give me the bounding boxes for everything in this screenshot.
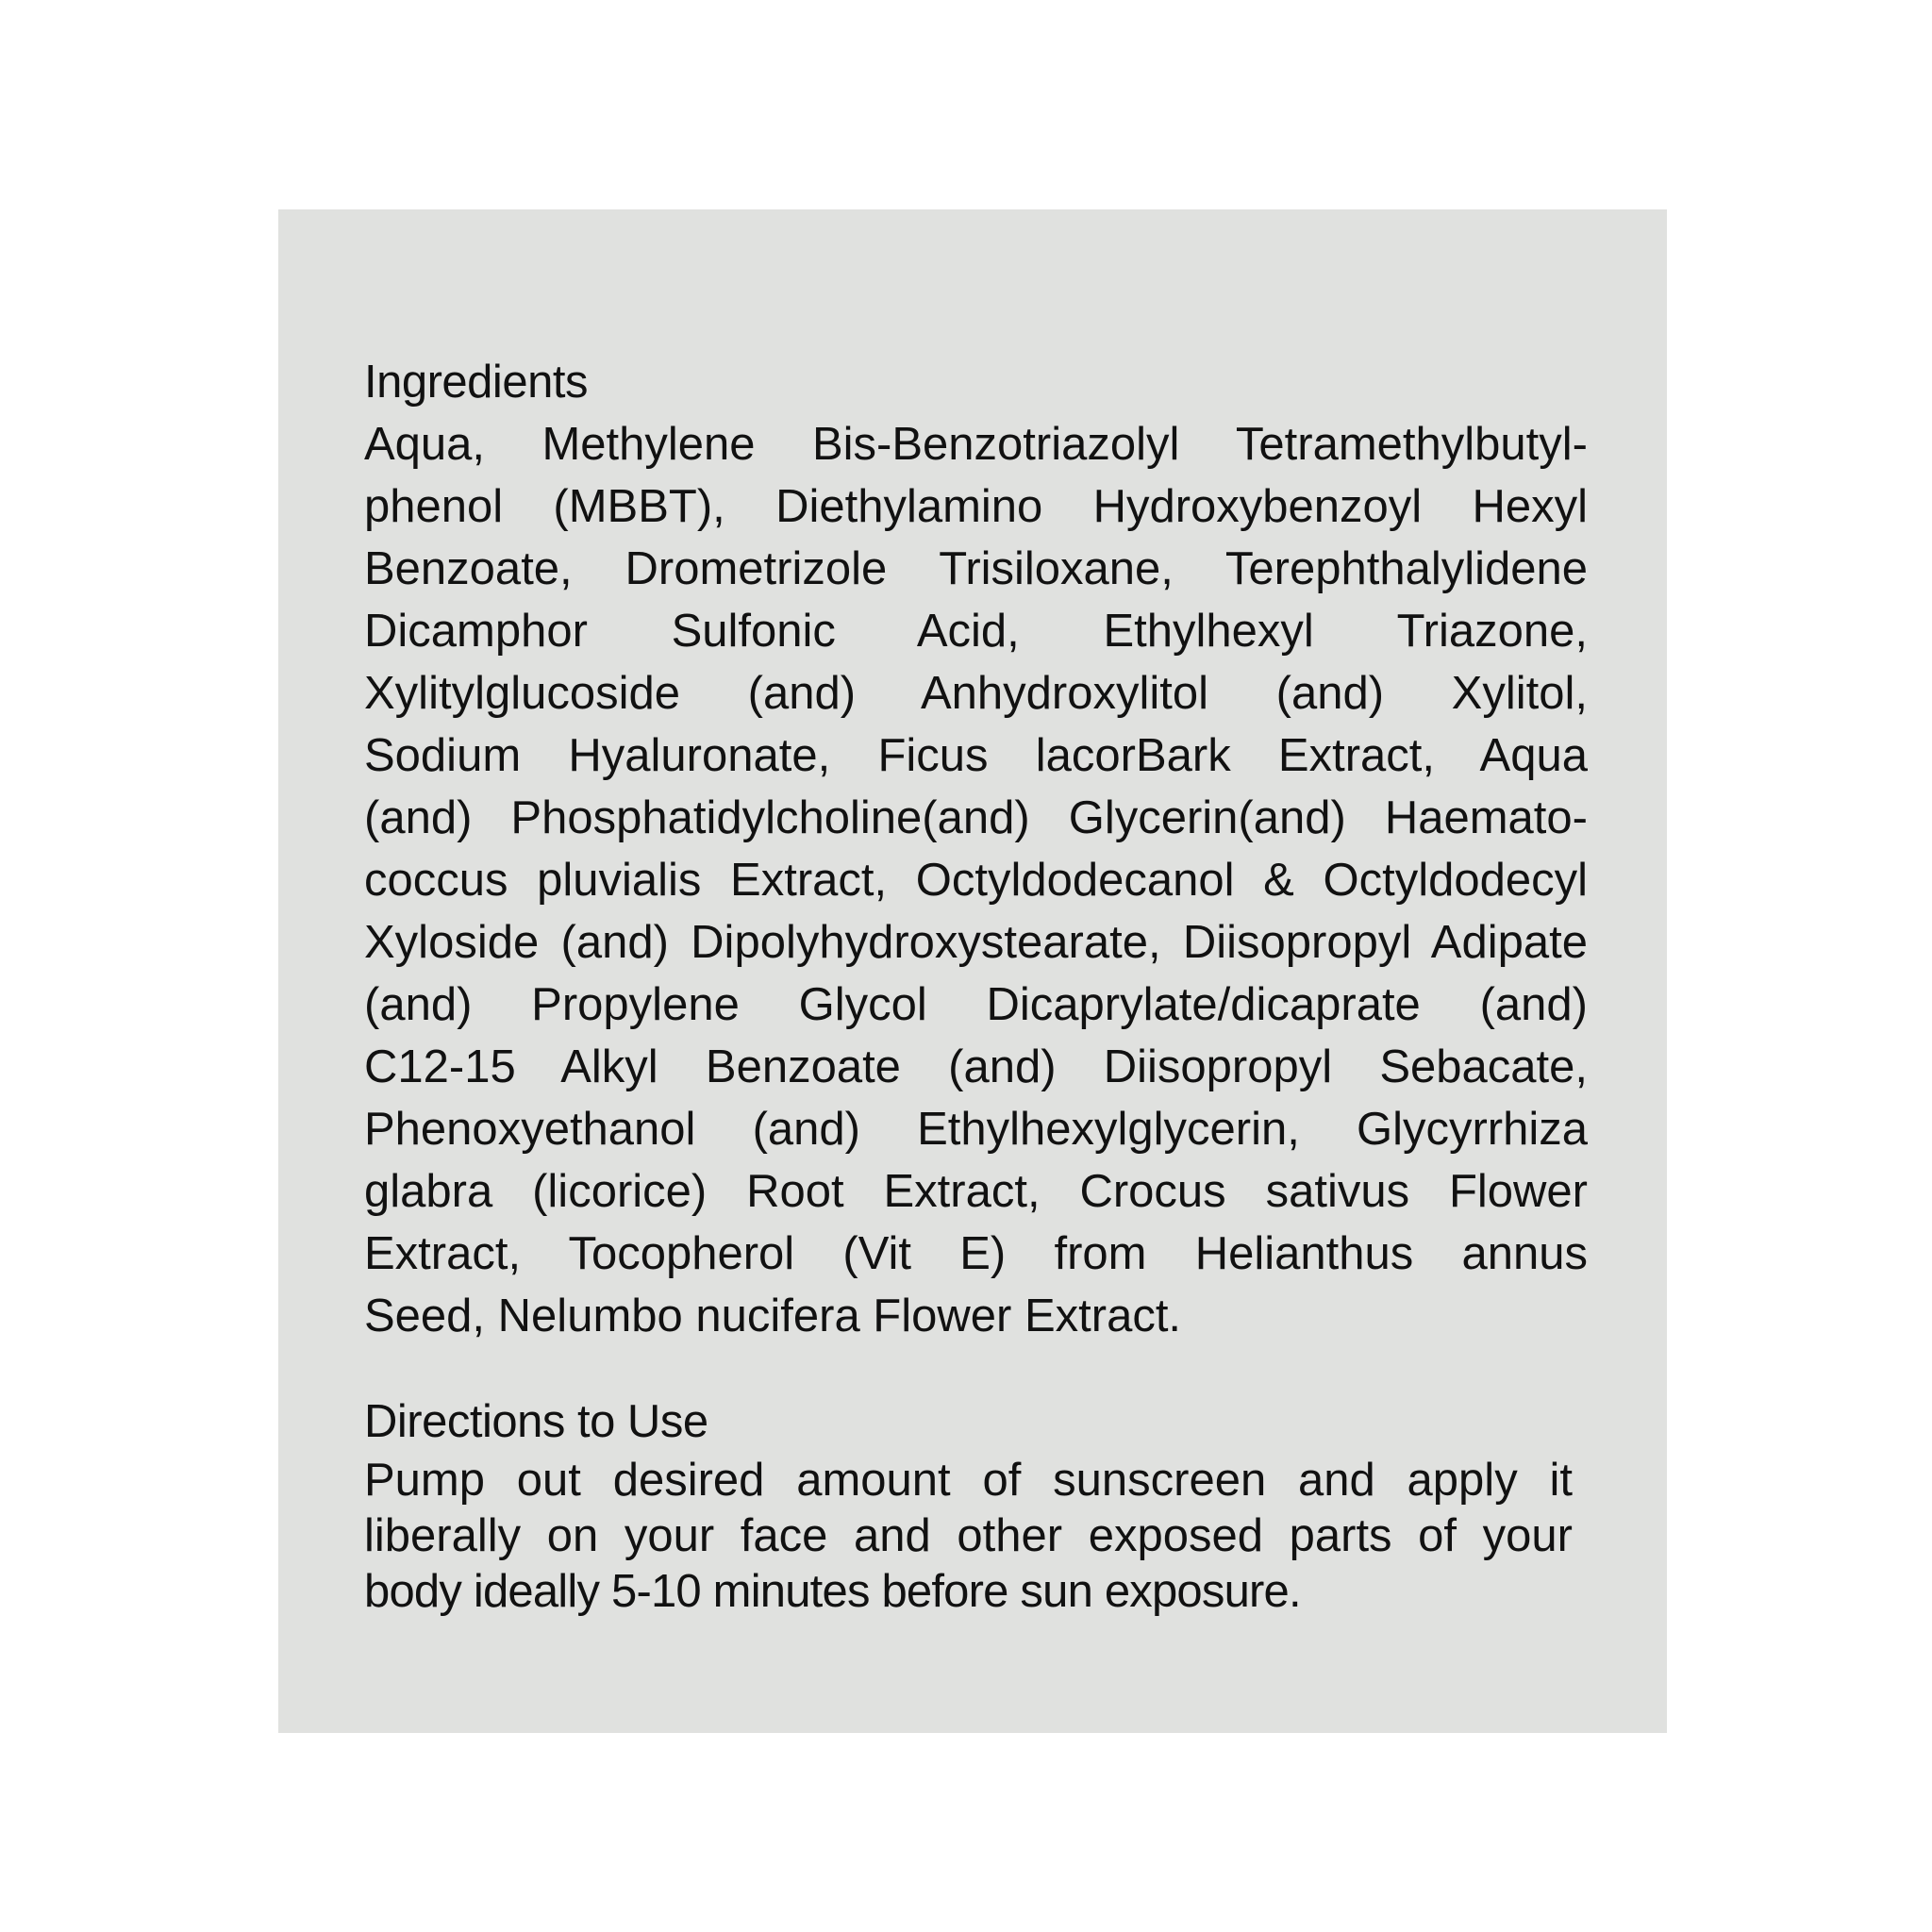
ingredients-line: C12-15 Alkyl Benzoate (and) Diisopropyl Sebacate, (364, 1041, 1588, 1092)
ingredients-line: Benzoate, Drometrizole Trisiloxane, Terephthalylidene (364, 543, 1588, 594)
ingredients-line: Aqua, Methylene Bis-Benzotriazolyl Tetramethylbutyl- (364, 419, 1588, 470)
directions-text (364, 1453, 1588, 1620)
directions-line: body ideally 5-10 minutes before sun exposure. (364, 1566, 1301, 1617)
label-content (364, 351, 1588, 1620)
ingredients-line: Extract, Tocopherol (Vit E) from Helianthus annus (364, 1228, 1588, 1279)
ingredients-line: (and) Phosphatidylcholine(and) Glycerin(and) Haemato- (364, 792, 1588, 843)
ingredients-line: Xyloside (and) Dipolyhydroxystearate, Diisopropyl Adipate (364, 917, 1588, 968)
label-panel (278, 209, 1667, 1733)
ingredients-line: Phenoxyethanol (and) Ethylhexylglycerin, Glycyrrhiza (364, 1104, 1588, 1155)
ingredients-list (364, 413, 1588, 1347)
ingredients-line: glabra (licorice) Root Extract, Crocus sativus Flower (364, 1166, 1588, 1217)
directions-section (364, 1391, 1588, 1620)
ingredients-line: Seed, Nelumbo nucifera Flower Extract. (364, 1291, 1182, 1341)
ingredients-section (364, 351, 1588, 1347)
ingredients-line: Dicamphor Sulfonic Acid, Ethylhexyl Triazone, (364, 606, 1588, 657)
ingredients-heading: Ingredients (364, 357, 588, 408)
ingredients-line: Sodium Hyaluronate, Ficus lacorBark Extract, Aqua (364, 730, 1588, 781)
directions-line: Pump out desired amount of sunscreen and apply it (364, 1455, 1573, 1506)
ingredients-line: coccus pluvialis Extract, Octyldodecanol & Octyldodecyl (364, 855, 1588, 906)
ingredients-line: Xylitylglucoside (and) Anhydroxylitol (and) Xylitol, (364, 668, 1588, 719)
ingredients-line: (and) Propylene Glycol Dicaprylate/dicaprate (and) (364, 979, 1588, 1030)
directions-heading: Directions to Use (364, 1396, 708, 1447)
directions-line: liberally on your face and other exposed parts of your (364, 1510, 1573, 1561)
ingredients-line: phenol (MBBT), Diethylamino Hydroxybenzoyl Hexyl (364, 481, 1588, 532)
